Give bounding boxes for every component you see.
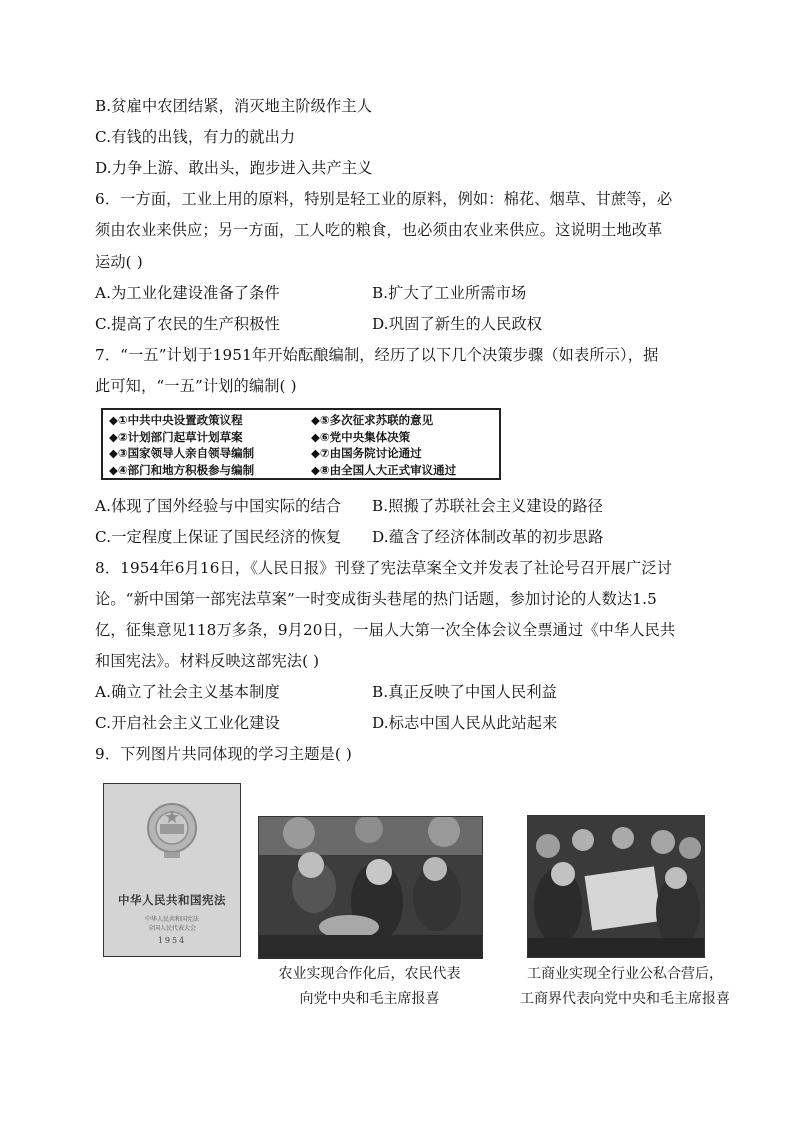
q6-option-c: C.提高了农民的生产积极性 — [95, 315, 280, 333]
q5-option-b: B.贫雇中农团结紧，消灭地主阶级作主人 — [95, 97, 373, 115]
q7-option-d: D.蕴含了经济体制改革的初步思路 — [372, 528, 604, 546]
crowd-photo-icon-2 — [528, 816, 704, 957]
q8-stem-line-1: 8．1954年6月16日，《人民日报》刊登了宪法草案全文并发表了社论号召开展广泛讨 — [95, 559, 673, 577]
q7-step-6: ◆⑥党中央集体决策 — [311, 429, 411, 444]
q7-option-b: B.照搬了苏联社会主义建设的路径 — [372, 497, 604, 515]
caption-business-line-1: 工商业实现全行业公私合营后， — [527, 966, 723, 982]
q8-option-c: C.开启社会主义工业化建设 — [95, 714, 280, 732]
crowd-photo-icon — [259, 817, 482, 958]
q7-option-c: C.一定程度上保证了国民经济的恢复 — [95, 528, 342, 546]
q7-step-8: ◆⑧由全国人大正式审议通过 — [311, 462, 457, 477]
q7-stem-line-2: 此可知，“一五”计划的编制( ) — [95, 377, 297, 395]
q8-stem-line-4: 和国宪法》。材料反映这部宪法( ) — [95, 652, 320, 670]
cover-title: 中华人民共和国宪法 — [118, 893, 226, 907]
caption-farmers-line-1: 农业实现合作化后，农民代表 — [278, 966, 461, 982]
q7-step-5: ◆⑤多次征求苏联的意见 — [311, 413, 434, 427]
q5-option-d: D.力争上游、敢出头，跑步进入共产主义 — [95, 159, 373, 177]
q7-option-a: A.体现了国外经验与中国实际的结合 — [95, 497, 342, 515]
caption-business-line-2: 工商界代表向党中央和毛主席报喜 — [520, 991, 730, 1007]
cover-year: 1954 — [157, 936, 187, 945]
q7-step-4: ◆④部门和地方积极参与编制 — [109, 462, 255, 477]
q9-stem: 9．下列图片共同体现的学习主题是( ) — [95, 745, 353, 763]
q6-stem-line-3: 运动( ) — [95, 253, 143, 271]
q8-stem-line-2: 论。“新中国第一部宪法草案”一时变成街头巷尾的热门话题，参加讨论的人数达1.5 — [95, 590, 657, 608]
q8-option-d: D.标志中国人民从此站起来 — [372, 714, 558, 732]
q8-stem-line-3: 亿，征集意见118万多条，9月20日，一届人大第一次全体会议全票通过《中华人民共 — [95, 621, 676, 639]
q6-option-d: D.巩固了新生的人民政权 — [372, 315, 543, 333]
q7-step-3: ◆③国家领导人亲自领导编制 — [109, 446, 255, 460]
caption-business — [510, 962, 740, 1012]
farmers-report-photo — [258, 816, 483, 959]
q7-step-1: ◆①中共中央设置政策议程 — [109, 413, 243, 427]
q5-option-c: C.有钱的出钱，有力的就出力 — [95, 128, 296, 146]
q6-option-a: A.为工业化建设准备了条件 — [95, 284, 280, 302]
caption-farmers-line-2: 向党中央和毛主席报喜 — [299, 991, 440, 1007]
q8-option-a: A.确立了社会主义基本制度 — [95, 683, 280, 701]
q7-table-right-column — [311, 412, 456, 478]
q7-step-7: ◆⑦由国务院讨论通过 — [311, 446, 422, 460]
q7-table-left-column — [109, 412, 254, 478]
business-report-photo — [527, 815, 705, 958]
q7-step-2: ◆②计划部门起草计划草案 — [109, 429, 243, 444]
caption-farmers — [258, 962, 481, 1012]
constitution-cover-image — [103, 783, 241, 957]
q6-stem-line-2: 须由农业来供应；另一方面，工人吃的粮食，也必须由农业来供应。这说明土地改革 — [95, 221, 663, 239]
cover-subtitle-1: 中华人民共和国宪法 — [144, 916, 199, 923]
cover-subtitle-2: 全国人民代表大会 — [147, 925, 196, 932]
q6-option-b: B.扩大了工业所需市场 — [372, 284, 527, 302]
q6-stem-line-1: 6．一方面，工业上用的原料，特别是轻工业的原料，例如：棉花、烟草、甘蔗等，必 — [95, 190, 673, 208]
q7-steps-table — [101, 408, 501, 480]
q7-stem-line-1: 7．“一五”计划于1951年开始酝酿编制，经历了以下几个决策步骤（如表所示），据 — [95, 346, 659, 364]
q8-option-b: B.真正反映了中国人民利益 — [372, 683, 558, 701]
